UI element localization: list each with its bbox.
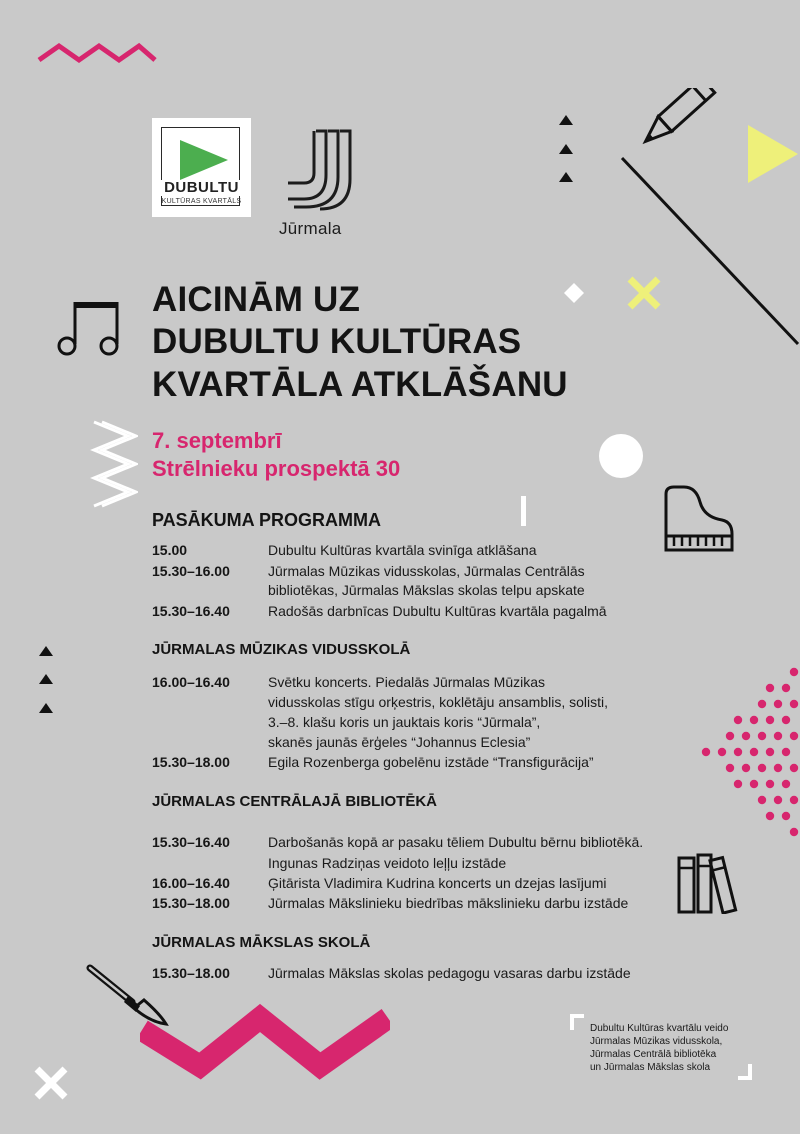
dubultu-logo-subtitle: KULTŪRAS KVARTĀLS — [161, 198, 242, 205]
program-desc: Egila Rozenberga gobelēnu izstāde “Transfigurācija” — [268, 754, 594, 770]
zigzag-pink-bottom-icon — [140, 1000, 390, 1080]
x-white-icon — [32, 1064, 70, 1102]
pink-dot — [734, 780, 742, 788]
program-time: 15.30–16.40 — [152, 834, 230, 850]
pink-dot — [766, 780, 774, 788]
program-desc: Jūrmalas Mūzikas vidusskolas, Jūrmalas Centrālās — [268, 563, 585, 579]
headline-line-2: DUBULTU KULTŪRAS — [152, 322, 522, 361]
program-desc: skanēs jaunās ērģeles “Johannus Eclesia” — [268, 734, 531, 750]
event-address: Strēlnieku prospektā 30 — [152, 456, 401, 481]
footer-note — [590, 1022, 728, 1074]
small-triangles-top-right — [556, 114, 576, 188]
pink-dot — [790, 828, 798, 836]
jurmala-logo-text: Jūrmala — [279, 219, 342, 238]
circle-white-icon — [597, 432, 645, 480]
program-time: 16.00–16.40 — [152, 875, 230, 891]
program-time: 15.30–18.00 — [152, 965, 230, 981]
pink-dot — [766, 748, 774, 756]
piano-icon — [662, 484, 736, 554]
small-triangles-left — [36, 644, 56, 718]
program-desc: Dubultu Kultūras kvartāla svinīga atklāšana — [268, 542, 537, 558]
pink-dot — [782, 780, 790, 788]
pink-dot — [790, 764, 798, 772]
music-school-title: JŪRMALAS MŪZIKAS VIDUSSKOLĀ — [152, 641, 411, 658]
pink-dot — [718, 748, 726, 756]
program-time: 15.30–18.00 — [152, 754, 230, 770]
dubultu-logo-name: DUBULTU — [152, 180, 251, 196]
pink-dot — [766, 684, 774, 692]
headline-line-1: AICINĀM UZ — [152, 280, 361, 319]
footer-line: un Jūrmalas Mākslas skola — [590, 1062, 711, 1073]
headline-line-3: KVARTĀLA ATKLĀŠANU — [152, 365, 568, 404]
footer-line: Jūrmalas Centrālā bibliotēka — [590, 1049, 717, 1060]
pink-dot — [750, 716, 758, 724]
program-time: 15.30–16.40 — [152, 603, 230, 619]
pink-dot — [734, 748, 742, 756]
program-desc: Jūrmalas Mākslas skolas pedagogu vasaras darbu izstāde — [268, 965, 631, 981]
pink-dot — [766, 716, 774, 724]
program-time: 15.30–18.00 — [152, 895, 230, 911]
pink-dot — [742, 764, 750, 772]
footer-line: Jūrmalas Mūzikas vidusskola, — [590, 1036, 723, 1047]
play-triangle-icon — [176, 138, 232, 182]
program-desc: 3.–8. klašu koris un jauktais koris “Jūrmala”, — [268, 714, 541, 730]
pink-dot — [758, 700, 766, 708]
pink-dot — [782, 716, 790, 724]
program-desc: Svētku koncerts. Piedalās Jūrmalas Mūzikas — [268, 674, 545, 690]
program-title: PASĀKUMA PROGRAMMA — [152, 510, 381, 530]
pink-dot — [774, 732, 782, 740]
zigzag-white-icon — [88, 418, 138, 518]
footer-line: Dubultu Kultūras kvartālu veido — [590, 1023, 729, 1034]
program-desc: bibliotēkas, Jūrmalas Mākslas skolas telpu apskate — [268, 582, 585, 598]
pink-dot — [726, 732, 734, 740]
program-time: 15.30–16.00 — [152, 563, 230, 579]
program-desc: Radošās darbnīcas Dubultu Kultūras kvartāla pagalmā — [268, 603, 607, 619]
jurmala-logo-mark-icon — [286, 127, 356, 211]
pink-dot — [774, 796, 782, 804]
pink-dot — [782, 748, 790, 756]
program-desc: Ingunas Radziņas veidoto leļļu izstāde — [268, 855, 507, 871]
library-title: JŪRMALAS CENTRĀLAJĀ BIBLIOTĒKĀ — [152, 793, 437, 810]
pink-dot — [782, 812, 790, 820]
pink-dot — [790, 796, 798, 804]
pink-dot — [766, 812, 774, 820]
dubultu-logo — [152, 118, 251, 217]
program-desc: Ģitārista Vladimira Kudrina koncerts un dzejas lasījumi — [268, 875, 607, 891]
pink-dot — [782, 684, 790, 692]
pink-dot — [702, 748, 710, 756]
program-time: 15.00 — [152, 542, 188, 558]
pink-dot — [758, 796, 766, 804]
pink-dot — [742, 732, 750, 740]
white-bar-icon — [520, 496, 528, 526]
pink-dot — [790, 668, 798, 676]
pink-dot — [750, 780, 758, 788]
event-date: 7. septembrī — [152, 428, 282, 453]
pink-dot — [726, 764, 734, 772]
x-yellow-icon — [626, 276, 662, 310]
program-desc: vidusskolas stīgu orķestris, koklētāju ansamblis, solisti, — [268, 694, 609, 710]
books-icon — [676, 852, 740, 914]
program-time: 16.00–16.40 — [152, 674, 230, 690]
music-note-icon — [56, 298, 122, 360]
pink-dot — [790, 732, 798, 740]
pink-dot — [750, 748, 758, 756]
pink-dot — [734, 716, 742, 724]
pink-dot — [790, 700, 798, 708]
zigzag-pink-icon — [36, 40, 158, 66]
dot-grid-pink-icon — [700, 664, 800, 844]
program-desc: Darbošanās kopā ar pasaku tēliem Dubultu bērnu bibliotēkā. — [268, 834, 644, 850]
pink-dot — [758, 764, 766, 772]
diamond-icon — [563, 282, 585, 304]
pink-dot — [758, 732, 766, 740]
pink-dot — [774, 700, 782, 708]
pink-dot — [774, 764, 782, 772]
triangle-yellow-icon — [746, 123, 800, 185]
program-desc: Jūrmalas Mākslinieku biedrības mākslinieku darbu izstāde — [268, 895, 629, 911]
art-school-title: JŪRMALAS MĀKSLAS SKOLĀ — [152, 934, 371, 951]
